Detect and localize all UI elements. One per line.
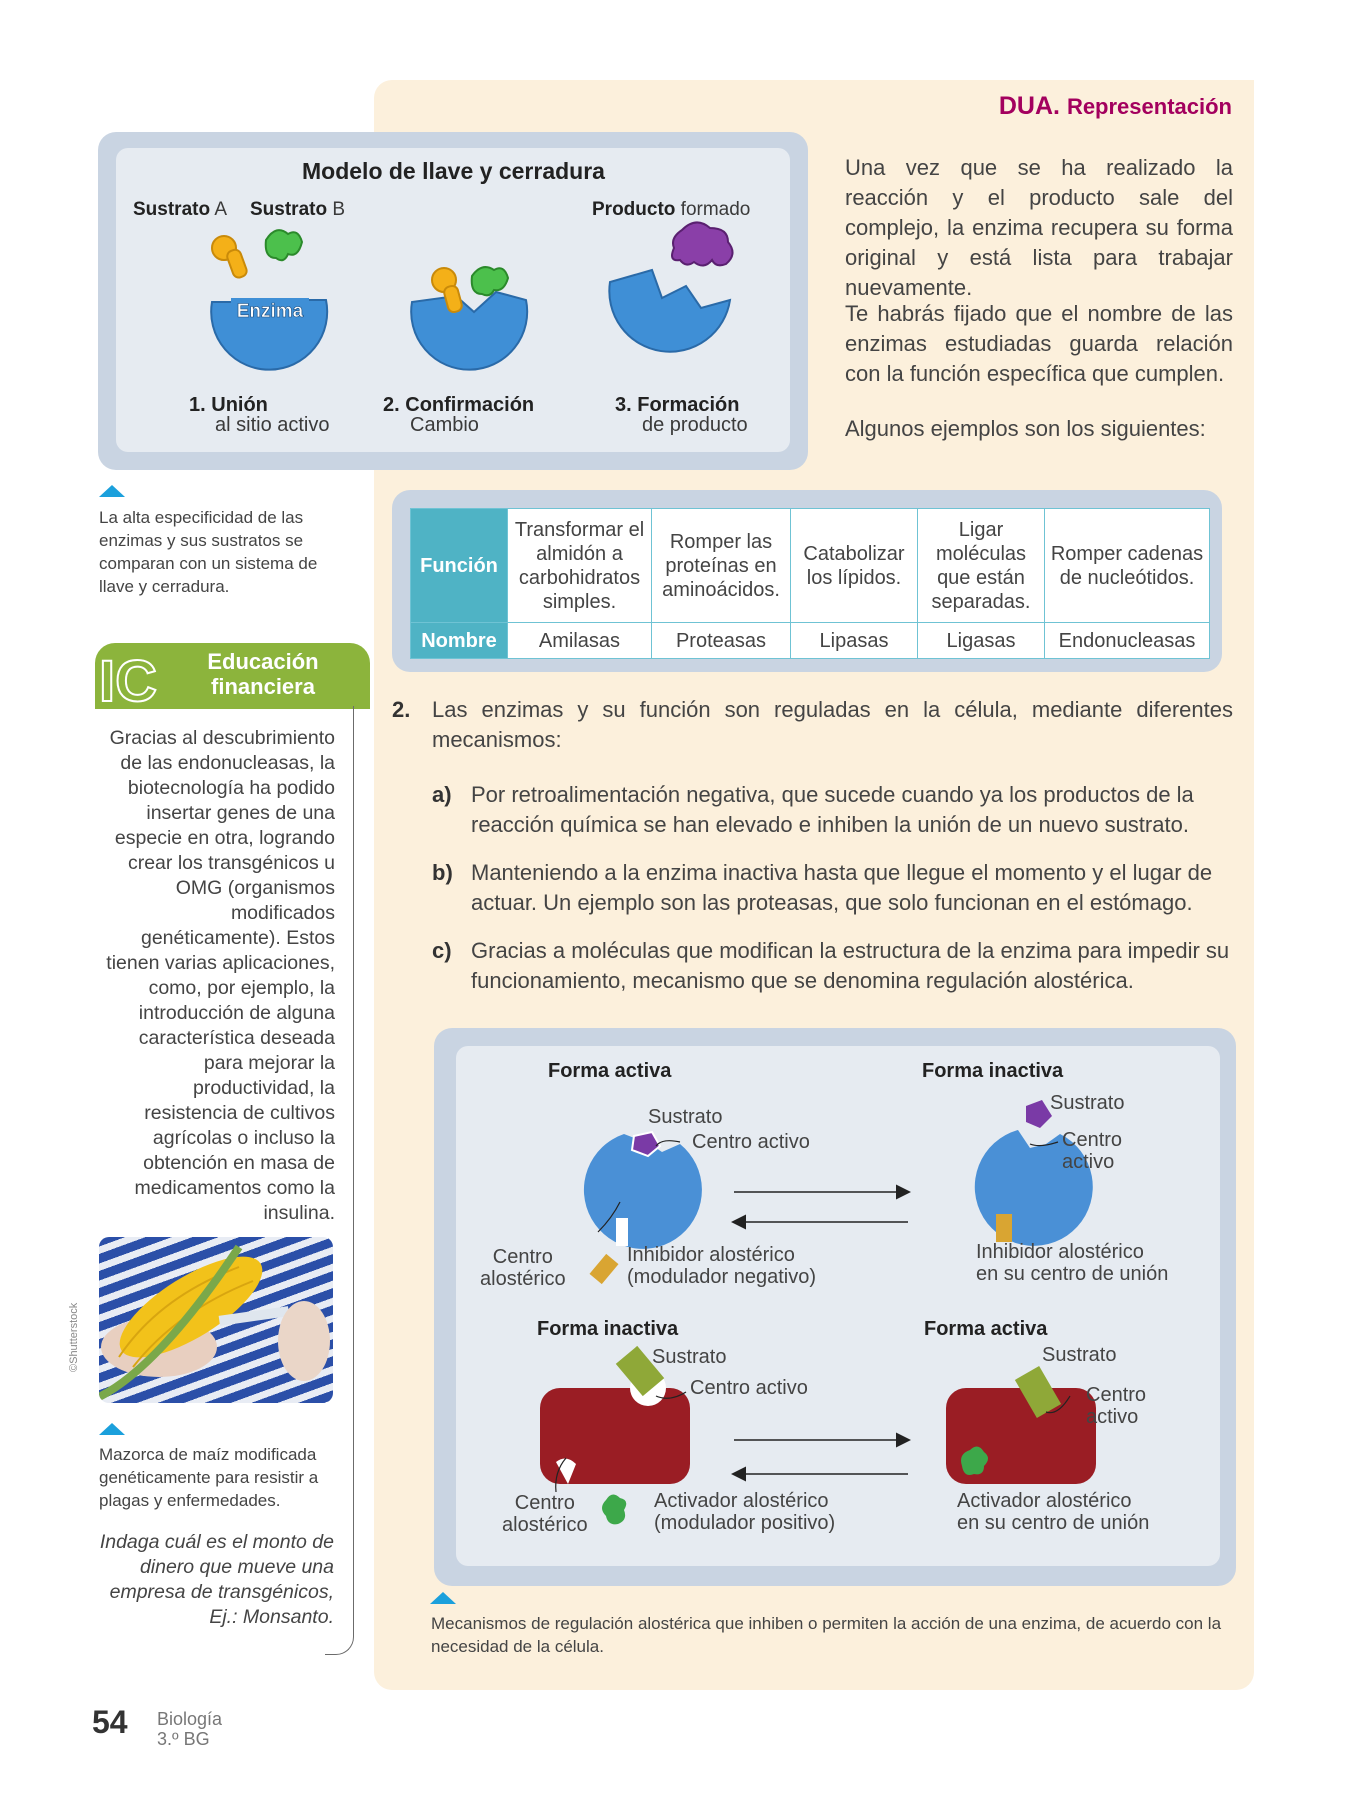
centro-activo-label-2: Centro activo [1062, 1129, 1123, 1173]
photo-credit: ©Shutterstock [68, 1302, 80, 1372]
allosteric-diagram [456, 1046, 1220, 1566]
intro-p1: Una vez que se ha realizado la reacción y el producto sale del complejo, la enzima recupera su forma original y está lista para trabajar nuevamente. [845, 155, 1233, 300]
corn-caption: Mazorca de maíz modificada genéticamente para resistir a plagas y enfermedades. [99, 1445, 319, 1510]
sidebar-question: Indaga cuál es el monto de dinero que mueve una empresa de transgénicos, Ej.: Monsanto. [99, 1531, 334, 1628]
table-cell: Lipasas [791, 623, 918, 659]
producto-label: Producto formado [592, 199, 751, 220]
enzyme-3 [609, 222, 732, 351]
table-cell: Romper las proteínas en aminoácidos. [652, 509, 791, 623]
point-2-number: 2. [392, 697, 411, 722]
inhibitor-label: Inhibidor alostérico (modulador negativo) [627, 1244, 816, 1288]
enzyme-2 [411, 267, 527, 370]
sustrato-label-4: Sustrato [1042, 1344, 1117, 1366]
educacion-financiera-tab [95, 643, 370, 709]
lock-key-caption: La alta especificidad de las enzimas y sus sustratos se comparan con un sistema de llave y cerradura. [99, 508, 318, 596]
centro-alosterico-label-1: Centro alostérico [480, 1246, 566, 1290]
table-cell: Catabolizar los lípidos. [791, 509, 918, 623]
centro-activo-label-4: Centro activo [1086, 1384, 1147, 1428]
table-row-function [411, 509, 1210, 623]
tab-title: Educación financiera [207, 649, 319, 699]
item-a-letter: a) [432, 782, 452, 807]
item-a-text: Por retroalimentación negativa, que sucede cuando ya los productos de la reacción química se han elevado e inhiben la unión de un nuevo sustrato. [471, 782, 1194, 837]
step-3: 3. Formación de producto [615, 394, 748, 436]
item-c-text: Gracias a moléculas que modifican la estructura de la enzima para impedir su funcionamiento, mecanismo que se denomina regulación alostérica. [471, 938, 1230, 993]
footer-subject: Biología 3.º BG [157, 1709, 223, 1749]
lock-key-title: Modelo de llave y cerradura [302, 158, 605, 184]
enzima-label: Enzima [236, 301, 304, 322]
step-1: 1. Unión al sitio activo [189, 394, 330, 436]
sustrato-b-label: Sustrato B [250, 199, 346, 220]
caption-marker-2 [99, 1423, 125, 1435]
inhibitor-free [590, 1254, 619, 1284]
table-row-name [411, 623, 1210, 659]
intro-p3: Algunos ejemplos son los siguientes: [845, 416, 1206, 441]
table-cell: Transformar el almidón a carbohidratos simples. [508, 509, 652, 623]
name-header: Nombre [411, 623, 508, 659]
sustrato-label-1: Sustrato [648, 1106, 723, 1128]
substrate-purple-2 [1026, 1100, 1052, 1128]
corn-photo [99, 1237, 333, 1403]
allosteric-caption: Mecanismos de regulación alostérica que inhiben o permiten la acción de una enzima, de acuerdo con la necesidad de la célula. [431, 1614, 1222, 1656]
dua-heading: DUA. Representación [998, 92, 1232, 120]
corn-cob-illustration [99, 1237, 333, 1403]
intro-p2: Te habrás fijado que el nombre de las enzimas estudiadas guarda relación con la función específica que cumplen. [845, 301, 1233, 386]
point-2-text: Las enzimas y su función son reguladas en la célula, mediante diferentes mecanismos: [432, 697, 1233, 752]
sidebar-rule [353, 706, 354, 1636]
forma-inactiva-bottom: Forma inactiva [537, 1318, 679, 1340]
svg-text:IC: IC [99, 651, 157, 707]
centro-alosterico-label-2: Centro alostérico [502, 1492, 588, 1536]
centro-activo-label-1: Centro activo [692, 1131, 810, 1153]
inhibitor-bound [996, 1214, 1012, 1242]
page-number: 54 [92, 1704, 128, 1740]
enzyme-table [410, 508, 1210, 659]
enzyme-1 [211, 230, 327, 370]
ic-logo-icon [97, 651, 167, 707]
table-cell: Ligar moléculas que están separadas. [918, 509, 1045, 623]
caption-marker-3 [430, 1592, 456, 1604]
lock-key-illustration [116, 220, 790, 390]
caption-marker-1 [99, 485, 125, 497]
function-header: Función [411, 509, 508, 623]
table-cell: Endonucleasas [1045, 623, 1210, 659]
sustrato-label-3: Sustrato [652, 1346, 727, 1368]
table-cell: Ligasas [918, 623, 1045, 659]
sustrato-a-label: Sustrato A [133, 199, 227, 220]
item-c-letter: c) [432, 938, 452, 963]
forma-inactiva-top: Forma inactiva [922, 1060, 1064, 1082]
sustrato-label-2: Sustrato [1050, 1092, 1125, 1114]
step-2: 2. Confirmación Cambio [383, 394, 535, 436]
forma-activa-bottom: Forma activa [924, 1318, 1048, 1340]
activator-label: Activador alostérico (modulador positivo) [654, 1490, 836, 1534]
item-b-letter: b) [432, 860, 453, 885]
centro-activo-label-3: Centro activo [690, 1377, 808, 1399]
inhibitor-union-label: Inhibidor alostérico en su centro de unión [976, 1241, 1169, 1285]
item-b-text: Manteniendo a la enzima inactiva hasta que llegue el momento y el lugar de actuar. Un ejemplo son las proteasas, que solo funcionan en el estómago. [471, 860, 1213, 915]
table-cell: Romper cadenas de nucleótidos. [1045, 509, 1210, 623]
sidebar-rule-end [325, 1636, 354, 1655]
activator-free [602, 1494, 626, 1524]
table-cell: Amilasas [508, 623, 652, 659]
table-cell: Proteasas [652, 623, 791, 659]
activator-union-label: Activador alostérico en su centro de unión [957, 1490, 1150, 1534]
sidebar-text: Gracias al descubrimiento de las endonucleasas, la biotecnología ha podido insertar genes de una especie en otra, logrando crear los transgénicos u OMG (organismos modificados genéticamente). Estos tienen varias aplicaciones, como, por ejemplo, la introducción de alguna característica deseada para mejorar la productividad, la resistencia de cultivos agrícolas o incluso la obtención en masa de medicamentos como la insulina. [106, 727, 335, 1224]
forma-activa-top: Forma activa [548, 1060, 672, 1082]
